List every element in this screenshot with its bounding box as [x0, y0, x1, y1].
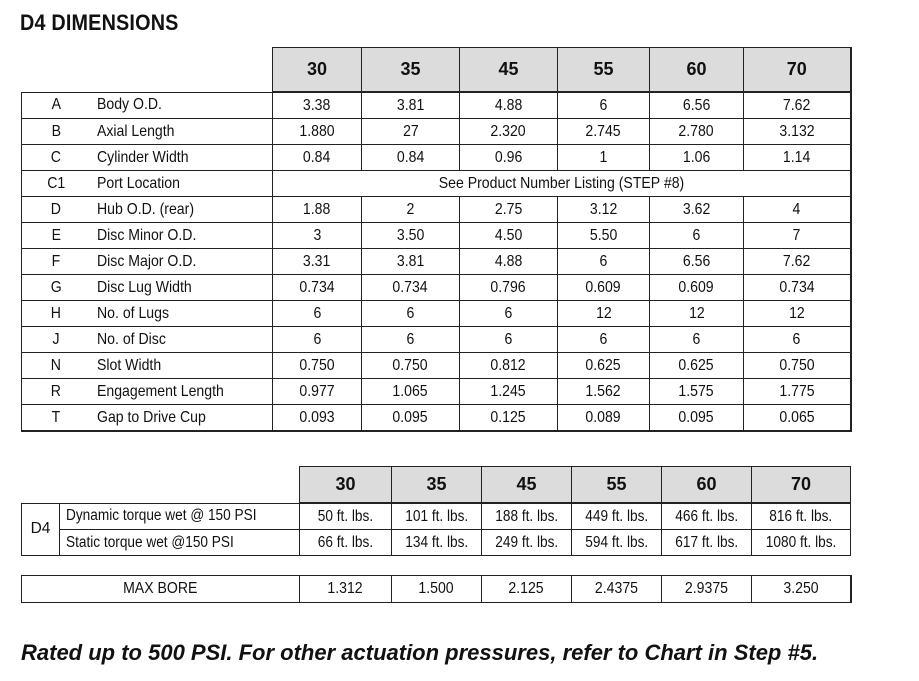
dimension-value: 7.62	[744, 92, 851, 119]
torque-value: 249 ft. lbs.	[482, 530, 572, 556]
dimension-row	[22, 145, 851, 171]
dimension-label: Hub O.D. (rear)	[91, 197, 273, 223]
dimension-value: 12	[650, 301, 744, 327]
dimension-value: 4	[744, 197, 851, 223]
torque-header-row	[22, 467, 851, 504]
dimensions-header-row	[22, 48, 851, 93]
dimension-value: 6	[273, 327, 362, 353]
dimension-value: 1.562	[558, 379, 650, 405]
page-title: D4 DIMENSIONS	[20, 10, 179, 35]
dimension-value: 6	[558, 249, 650, 275]
dimension-row	[22, 379, 851, 405]
dimension-value: 0.609	[650, 275, 744, 301]
footnote: Rated up to 500 PSI. For other actuation pressures, refer to Chart in Step #5.	[21, 640, 819, 665]
dimension-value: 6	[362, 327, 460, 353]
torque-row-static	[22, 530, 851, 556]
dimension-row	[22, 171, 851, 197]
dimension-value: 0.625	[558, 353, 650, 379]
dimension-code: E	[22, 223, 91, 249]
dimension-value: 0.093	[273, 405, 362, 432]
dimension-value: 0.812	[460, 353, 558, 379]
torque-row-dynamic	[22, 503, 851, 530]
dimension-value: 1.245	[460, 379, 558, 405]
dimension-value: 2.780	[650, 119, 744, 145]
dimension-value: 0.095	[650, 405, 744, 432]
dimension-value: 1.575	[650, 379, 744, 405]
dimension-code: C	[22, 145, 91, 171]
dimension-value: 0.734	[744, 275, 851, 301]
dimension-value: 1.775	[744, 379, 851, 405]
dimension-value: 5.50	[558, 223, 650, 249]
dimension-value: 3.31	[273, 249, 362, 275]
torque-value: 188 ft. lbs.	[482, 503, 572, 530]
dimension-value: 6	[744, 327, 851, 353]
dimension-value: 12	[744, 301, 851, 327]
dimension-value: 0.625	[650, 353, 744, 379]
dimension-value: 1.065	[362, 379, 460, 405]
dimension-label: Gap to Drive Cup	[91, 405, 273, 432]
dimension-value: 6	[650, 327, 744, 353]
torque-table	[21, 466, 851, 556]
max-bore-value: 2.125	[482, 576, 572, 603]
dimension-value: 7	[744, 223, 851, 249]
torque-value: 66 ft. lbs.	[300, 530, 392, 556]
dimension-row	[22, 197, 851, 223]
dimension-value: 7.62	[744, 249, 851, 275]
dimension-label: Cylinder Width	[91, 145, 273, 171]
dimension-value: 0.750	[744, 353, 851, 379]
dimension-code: C1	[22, 171, 91, 197]
dimension-row	[22, 301, 851, 327]
dimension-value: 6	[558, 92, 650, 119]
torque-group-label: D4	[22, 503, 60, 556]
max-bore-value: 1.500	[392, 576, 482, 603]
dimension-code: B	[22, 119, 91, 145]
dimension-value: 3.81	[362, 92, 460, 119]
dimension-label: No. of Lugs	[91, 301, 273, 327]
torque-value: 134 ft. lbs.	[392, 530, 482, 556]
max-bore-value: 3.250	[752, 576, 851, 603]
size-header: 30	[300, 467, 392, 504]
dimension-value: 0.84	[362, 145, 460, 171]
size-header: 45	[482, 467, 572, 504]
torque-value: 101 ft. lbs.	[392, 503, 482, 530]
torque-row-label: Static torque wet @150 PSI	[60, 530, 300, 556]
dimension-code: N	[22, 353, 91, 379]
max-bore-row	[22, 576, 851, 603]
dimension-span-value: See Product Number Listing (STEP #8)	[273, 171, 851, 197]
header-blank	[22, 48, 273, 93]
dimension-row	[22, 405, 851, 432]
dimension-code: H	[22, 301, 91, 327]
dimension-label: No. of Disc	[91, 327, 273, 353]
torque-value: 466 ft. lbs.	[662, 503, 752, 530]
size-header: 70	[752, 467, 851, 504]
dimension-value: 4.88	[460, 92, 558, 119]
dimension-label: Engagement Length	[91, 379, 273, 405]
dimension-value: 0.977	[273, 379, 362, 405]
dimension-row	[22, 119, 851, 145]
dimension-value: 6.56	[650, 92, 744, 119]
dimension-value: 27	[362, 119, 460, 145]
dimension-value: 0.796	[460, 275, 558, 301]
dimension-value: 6	[273, 301, 362, 327]
dimension-value: 0.065	[744, 405, 851, 432]
dimension-row	[22, 275, 851, 301]
torque-row-label: Dynamic torque wet @ 150 PSI	[60, 503, 300, 530]
dimension-value: 2	[362, 197, 460, 223]
dimension-value: 12	[558, 301, 650, 327]
size-header: 55	[572, 467, 662, 504]
dimension-code: R	[22, 379, 91, 405]
dimension-code: J	[22, 327, 91, 353]
size-header: 70	[744, 48, 851, 93]
dimension-value: 2.745	[558, 119, 650, 145]
max-bore-label: MAX BORE	[22, 576, 300, 603]
size-header: 30	[273, 48, 362, 93]
size-header: 45	[460, 48, 558, 93]
dimension-value: 6	[558, 327, 650, 353]
dimension-value: 0.125	[460, 405, 558, 432]
dimension-label: Body O.D.	[91, 92, 273, 119]
dimension-row	[22, 353, 851, 379]
dimension-value: 6	[460, 327, 558, 353]
size-header: 60	[662, 467, 752, 504]
dimension-value: 2.320	[460, 119, 558, 145]
dimension-value: 0.609	[558, 275, 650, 301]
torque-value: 617 ft. lbs.	[662, 530, 752, 556]
dimensions-table	[21, 47, 852, 432]
size-header: 35	[362, 48, 460, 93]
dimension-label: Disc Major O.D.	[91, 249, 273, 275]
size-header: 60	[650, 48, 744, 93]
dimension-value: 0.84	[273, 145, 362, 171]
dimension-value: 1.14	[744, 145, 851, 171]
max-bore-table	[21, 575, 852, 603]
header-blank	[22, 467, 300, 504]
dimension-code: G	[22, 275, 91, 301]
dimension-value: 0.750	[362, 353, 460, 379]
dimension-code: T	[22, 405, 91, 432]
dimension-value: 0.734	[273, 275, 362, 301]
dimension-value: 3	[273, 223, 362, 249]
dimension-value: 0.750	[273, 353, 362, 379]
dimension-value: 3.132	[744, 119, 851, 145]
dimension-value: 6	[650, 223, 744, 249]
dimension-label: Disc Minor O.D.	[91, 223, 273, 249]
dimension-code: D	[22, 197, 91, 223]
torque-value: 594 ft. lbs.	[572, 530, 662, 556]
dimension-value: 0.734	[362, 275, 460, 301]
max-bore-value: 1.312	[300, 576, 392, 603]
dimension-value: 1.880	[273, 119, 362, 145]
dimension-value: 1.88	[273, 197, 362, 223]
dimension-value: 0.095	[362, 405, 460, 432]
dimension-value: 0.089	[558, 405, 650, 432]
dimension-value: 6.56	[650, 249, 744, 275]
dimension-label: Slot Width	[91, 353, 273, 379]
dimension-row	[22, 223, 851, 249]
dimension-label: Axial Length	[91, 119, 273, 145]
dimension-code: F	[22, 249, 91, 275]
dimension-row	[22, 327, 851, 353]
dimension-value: 6	[362, 301, 460, 327]
dimension-label: Disc Lug Width	[91, 275, 273, 301]
dimension-value: 6	[460, 301, 558, 327]
dimension-row	[22, 249, 851, 275]
dimension-value: 3.38	[273, 92, 362, 119]
dimension-value: 3.12	[558, 197, 650, 223]
dimension-value: 4.50	[460, 223, 558, 249]
dimension-value: 2.75	[460, 197, 558, 223]
torque-value: 1080 ft. lbs.	[752, 530, 851, 556]
dimension-value: 1.06	[650, 145, 744, 171]
max-bore-value: 2.9375	[662, 576, 752, 603]
dimension-row	[22, 92, 851, 119]
dimension-value: 0.96	[460, 145, 558, 171]
torque-value: 50 ft. lbs.	[300, 503, 392, 530]
dimension-value: 3.50	[362, 223, 460, 249]
dimension-value: 3.81	[362, 249, 460, 275]
size-header: 55	[558, 48, 650, 93]
dimension-label: Port Location	[91, 171, 273, 197]
dimension-value: 4.88	[460, 249, 558, 275]
size-header: 35	[392, 467, 482, 504]
torque-value: 449 ft. lbs.	[572, 503, 662, 530]
max-bore-value: 2.4375	[572, 576, 662, 603]
dimension-code: A	[22, 92, 91, 119]
torque-value: 816 ft. lbs.	[752, 503, 851, 530]
dimension-value: 1	[558, 145, 650, 171]
dimension-value: 3.62	[650, 197, 744, 223]
